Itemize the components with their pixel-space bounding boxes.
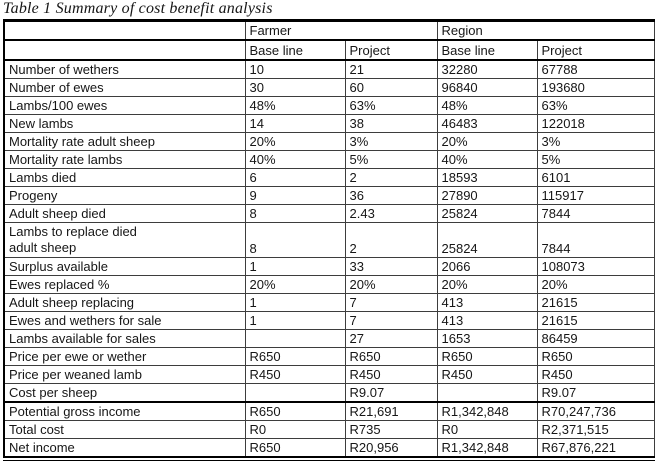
row-label: Lambs to replace died adult sheep <box>4 223 245 258</box>
row-label: Ewes and wethers for sale <box>4 312 245 330</box>
table-row <box>4 366 654 384</box>
row-value: 20% <box>437 276 537 294</box>
table-row <box>4 312 654 330</box>
row-label: New lambs <box>4 115 245 133</box>
row-value: 18593 <box>437 169 537 187</box>
row-label: Number of ewes <box>4 79 245 97</box>
row-value: 40% <box>437 151 537 169</box>
row-value: 20% <box>345 276 437 294</box>
cost-benefit-table <box>3 19 655 458</box>
row-value: R450 <box>437 366 537 384</box>
sub-header-farmer-project: Project <box>345 40 437 60</box>
row-label: Adult sheep died <box>4 205 245 223</box>
table-row <box>4 133 654 151</box>
row-value: R67,876,221 <box>537 439 654 458</box>
row-value: 30 <box>245 79 345 97</box>
row-value: R1,342,848 <box>437 439 537 458</box>
row-value: 5% <box>345 151 437 169</box>
row-label: Lambs died <box>4 169 245 187</box>
table-row <box>4 151 654 169</box>
sub-header-region-project: Project <box>537 40 654 60</box>
row-value: R70,247,736 <box>537 402 654 421</box>
row-label: Price per ewe or wether <box>4 348 245 366</box>
row-value: 7844 <box>537 205 654 223</box>
row-value: 14 <box>245 115 345 133</box>
row-value: 46483 <box>437 115 537 133</box>
row-value <box>245 384 345 403</box>
row-value: 27 <box>345 330 437 348</box>
row-value: 25824 <box>437 223 537 258</box>
table-row <box>4 258 654 276</box>
row-label: Price per weaned lamb <box>4 366 245 384</box>
row-value: 122018 <box>537 115 654 133</box>
row-value: R0 <box>437 421 537 439</box>
row-value: 86459 <box>537 330 654 348</box>
row-value: 32280 <box>437 60 537 79</box>
row-value: 10 <box>245 60 345 79</box>
row-value: R21,691 <box>345 402 437 421</box>
row-value: 3% <box>345 133 437 151</box>
row-value: 27890 <box>437 187 537 205</box>
row-value: 60 <box>345 79 437 97</box>
row-label: Number of wethers <box>4 60 245 79</box>
row-value: R1,342,848 <box>437 402 537 421</box>
row-value: 40% <box>245 151 345 169</box>
row-label: Ewes replaced % <box>4 276 245 294</box>
group-header-farmer: Farmer <box>245 21 437 41</box>
row-value: 8 <box>245 223 345 258</box>
row-value: 1 <box>245 294 345 312</box>
row-value: 63% <box>537 97 654 115</box>
row-value: 6 <box>245 169 345 187</box>
group-header-row <box>4 21 654 41</box>
row-label: Lambs/100 ewes <box>4 97 245 115</box>
table-row <box>4 60 654 79</box>
row-value: 3% <box>537 133 654 151</box>
row-value <box>437 384 537 403</box>
row-value: 20% <box>537 276 654 294</box>
table-row <box>4 439 654 458</box>
table-row <box>4 205 654 223</box>
row-label: Surplus available <box>4 258 245 276</box>
row-value: R650 <box>537 348 654 366</box>
row-value: R650 <box>245 439 345 458</box>
row-label: Progeny <box>4 187 245 205</box>
row-value: 33 <box>345 258 437 276</box>
row-value: R650 <box>245 402 345 421</box>
row-value: 21615 <box>537 312 654 330</box>
row-value: 2 <box>345 169 437 187</box>
row-value: 2066 <box>437 258 537 276</box>
row-label: Total cost <box>4 421 245 439</box>
row-label: Mortality rate adult sheep <box>4 133 245 151</box>
row-value: R0 <box>245 421 345 439</box>
row-value: 36 <box>345 187 437 205</box>
row-value: R450 <box>345 366 437 384</box>
table-body <box>4 60 654 457</box>
row-value <box>245 330 345 348</box>
row-value: 96840 <box>437 79 537 97</box>
row-value: 21615 <box>537 294 654 312</box>
table-row <box>4 187 654 205</box>
table-row <box>4 169 654 187</box>
row-value: 9 <box>245 187 345 205</box>
row-label: Potential gross income <box>4 402 245 421</box>
table-row <box>4 115 654 133</box>
row-value: 20% <box>245 133 345 151</box>
row-value: R9.07 <box>537 384 654 403</box>
row-value: R650 <box>437 348 537 366</box>
row-value: 25824 <box>437 205 537 223</box>
row-value: 7 <box>345 294 437 312</box>
row-label: Lambs available for sales <box>4 330 245 348</box>
table-row <box>4 97 654 115</box>
row-value: 108073 <box>537 258 654 276</box>
row-value: 8 <box>245 205 345 223</box>
row-value: R450 <box>245 366 345 384</box>
row-value: 413 <box>437 312 537 330</box>
row-value: 48% <box>245 97 345 115</box>
cost-benefit-table-wrapper <box>3 19 655 461</box>
table-row <box>4 223 654 258</box>
sub-header-row <box>4 40 654 60</box>
table-row <box>4 348 654 366</box>
row-value: 48% <box>437 97 537 115</box>
row-value: R650 <box>245 348 345 366</box>
sub-header-region-baseline: Base line <box>437 40 537 60</box>
row-value: R650 <box>345 348 437 366</box>
row-label: Net income <box>4 439 245 458</box>
table-row <box>4 384 654 403</box>
row-value: 413 <box>437 294 537 312</box>
row-value: 115917 <box>537 187 654 205</box>
table-row <box>4 79 654 97</box>
row-value: 1 <box>245 312 345 330</box>
row-value: 20% <box>245 276 345 294</box>
sub-header-farmer-baseline: Base line <box>245 40 345 60</box>
row-value: 6101 <box>537 169 654 187</box>
row-value: R450 <box>537 366 654 384</box>
row-value: 21 <box>345 60 437 79</box>
row-value: 67788 <box>537 60 654 79</box>
row-value: R2,371,515 <box>537 421 654 439</box>
row-value: R9.07 <box>345 384 437 403</box>
row-value: 2 <box>345 223 437 258</box>
table-row <box>4 276 654 294</box>
row-value: 1 <box>245 258 345 276</box>
row-value: 193680 <box>537 79 654 97</box>
table-row <box>4 330 654 348</box>
row-value: 5% <box>537 151 654 169</box>
sub-header-empty <box>4 40 245 60</box>
row-label: Adult sheep replacing <box>4 294 245 312</box>
row-label: Mortality rate lambs <box>4 151 245 169</box>
row-label: Cost per sheep <box>4 384 245 403</box>
group-header-empty <box>4 21 245 41</box>
row-value: 1653 <box>437 330 537 348</box>
row-value: 7844 <box>537 223 654 258</box>
row-value: 2.43 <box>345 205 437 223</box>
row-value: 63% <box>345 97 437 115</box>
row-value: 7 <box>345 312 437 330</box>
table-row <box>4 294 654 312</box>
table-row <box>4 421 654 439</box>
row-value: R20,956 <box>345 439 437 458</box>
row-value: 38 <box>345 115 437 133</box>
table-row <box>4 402 654 421</box>
table-caption: Table 1 Summary of cost benefit analysis <box>3 0 273 17</box>
group-header-region: Region <box>437 21 654 41</box>
row-value: R735 <box>345 421 437 439</box>
row-value: 20% <box>437 133 537 151</box>
